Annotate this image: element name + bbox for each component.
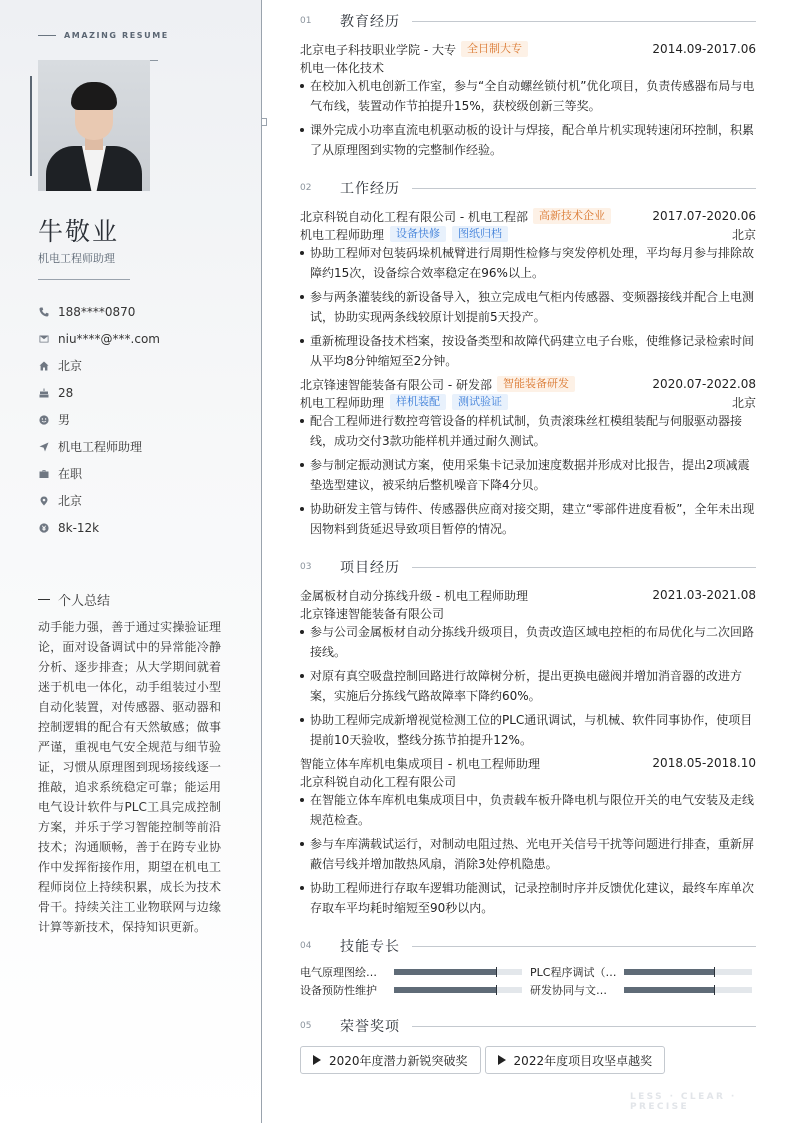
education-bullets [300, 76, 756, 160]
company-tag: 智能装备研发 [497, 376, 575, 392]
skill-item [300, 982, 530, 998]
section-header [300, 11, 756, 31]
list-item: 重新梳理设备技术档案，按设备类型和故障代码建立电子台账，使维修记录检索时间从平均8分钟缩短至2分钟。 [300, 331, 756, 371]
brand-text: AMAZING RESUME [64, 31, 169, 40]
major: 机电一体化技术 [300, 60, 385, 75]
info-text: 188****0870 [58, 304, 136, 319]
section-awards [300, 1016, 756, 1074]
section-rule [412, 188, 756, 189]
project-bullets [300, 790, 756, 918]
list-item: 协助工程师进行存取车逻辑功能测试，记录控制时序并反馈优化建议，最终车库单次存取车平均耗时缩短至90秒以内。 [300, 878, 756, 918]
info-text: 28 [58, 385, 74, 400]
role-tag: 样机装配 [390, 394, 446, 410]
skill-marker [714, 985, 715, 995]
info-gender [38, 406, 160, 433]
project-header [300, 586, 756, 604]
contact-info-list [38, 298, 160, 541]
company-tag: 高新技术企业 [533, 208, 611, 224]
skill-marker [714, 967, 715, 977]
summary-dash [38, 599, 50, 600]
summary-text: 动手能力强，善于通过实操验证理论，面对设备调试中的异常能冷静分析、逐步排查；从大学期间就着迷于机电一体化，动手组装过小型自动化装置，对传感器、驱动器和控制逻辑的配合有天然敏感；做事严谨，重视电气安全规范与细节验证，习惯从原理图到现场接线逐一推敲，追求系统稳定可靠；能运用电气设计软件与PLC工具完成控制方案，并乐于学习智能控制等前沿技术；沟通顺畅，善于在跨专业协作中发挥衔接作用，期望在机电工程师岗位上持续积累，成长为技术骨干。持续关注工业物联网与边缘计算等新技术，保持知识更新。 [38, 620, 221, 934]
school-name: 北京电子科技职业学院 - 大专 [300, 42, 456, 57]
skill-fill [624, 969, 714, 975]
section-number: 02 [300, 183, 312, 193]
job-date: 2017.07-2020.06 [652, 209, 756, 223]
section-projects [300, 557, 756, 922]
education-date: 2014.09-2017.06 [652, 42, 756, 56]
list-item: 对原有真空吸盘控制回路进行故障树分析，提出更换电磁阀并增加消音器的改进方案，实施后分拣线气路故障率下降约60%。 [300, 666, 756, 706]
list-item: 参与车库满载试运行，对制动电阻过热、光电开关信号干扰等问题进行排查，重新屏蔽信号线并增加散热风扇，消除3处停机隐患。 [300, 834, 756, 874]
skill-bar [624, 987, 752, 993]
project-name: 金属板材自动分拣线升级 - 机电工程师助理 [300, 588, 528, 603]
list-item: 协助工程师完成新增视觉检测工位的PLC通讯调试，与机械、软件同事协作，使项目提前10天验收，整线分拣节拍提升12%。 [300, 710, 756, 750]
project-company-row [300, 772, 756, 790]
section-rule [412, 946, 756, 947]
photo-accent-bar [30, 76, 32, 176]
skill-marker [496, 967, 497, 977]
info-text: 北京 [58, 359, 83, 373]
award-badge [300, 1046, 481, 1074]
job-role-row [300, 393, 756, 411]
smile-icon [38, 414, 50, 426]
list-item: 协助研发主管与铸件、传感器供应商对接交期，建立“零部件进度看板”，全年未出现因物料到货延迟导致项目暂停的情况。 [300, 499, 756, 539]
candidate-title: 机电工程师助理 [38, 252, 115, 265]
company-name: 北京科锐自动化工程有限公司 - 机电工程部 [300, 209, 528, 224]
summary-heading [38, 590, 110, 609]
education-row [300, 40, 756, 58]
skill-fill [394, 987, 496, 993]
location-icon [38, 495, 50, 507]
section-number: 01 [300, 16, 312, 26]
brand [38, 31, 169, 40]
section-education [300, 11, 756, 164]
project-name: 智能立体车库机电集成项目 - 机电工程师助理 [300, 756, 540, 771]
candidate-name: 牛敬业 [38, 217, 120, 246]
play-icon [313, 1055, 321, 1065]
avatar [38, 60, 150, 191]
section-header [300, 1016, 756, 1036]
list-item: 参与公司金属板材自动分拣线升级项目，负责改造区域电控柜的布局优化与二次回路接线。 [300, 622, 756, 662]
phone-icon [38, 306, 50, 318]
section-rule [412, 1026, 756, 1027]
send-icon [38, 441, 50, 453]
skill-label: 设备预防性维护 [300, 984, 377, 997]
job-date: 2020.07-2022.08 [652, 377, 756, 391]
skill-label: PLC程序调试（… [530, 966, 617, 979]
award-badge [485, 1046, 666, 1074]
skill-item [300, 964, 530, 980]
skill-bar [624, 969, 752, 975]
skill-fill [624, 987, 714, 993]
section-rule [412, 21, 756, 22]
list-item: 课外完成小功率直流电机驱动板的设计与焊接，配合单片机实现转速闭环控制，积累了从原理图到实物的完整制作经验。 [300, 120, 756, 160]
list-item: 配合工程师进行数控弯管设备的样机试制，负责滚珠丝杠模组装配与伺服驱动器接线，成功交付3款功能样机并通过耐久测试。 [300, 411, 756, 451]
project-company: 北京锋速智能装备有限公司 [300, 606, 445, 621]
skill-bar [394, 987, 522, 993]
section-header [300, 557, 756, 577]
section-title: 项目经历 [340, 560, 400, 576]
role-tag: 测试验证 [452, 394, 508, 410]
major-row [300, 58, 756, 76]
info-phone [38, 298, 160, 325]
info-target-role [38, 433, 160, 460]
section-title: 工作经历 [340, 181, 400, 197]
skills-grid [300, 964, 756, 998]
list-item: 参与制定振动测试方案，使用采集卡记录加速度数据并形成对比报告，提出2项减震垫选型建议，被采纳后整机噪音下降4分贝。 [300, 455, 756, 495]
list-item: 协助工程师对包装码垛机械臂进行周期性检修与突发停机处理，平均每月参与排除故障约15次，设备综合效率稳定在96%以上。 [300, 243, 756, 283]
cake-icon [38, 387, 50, 399]
role-tag: 图纸归档 [452, 226, 508, 242]
award-label: 2020年度潜力新锐突破奖 [329, 1053, 468, 1068]
info-age [38, 379, 160, 406]
job-bullets [300, 243, 756, 371]
job-bullets [300, 411, 756, 539]
info-city [38, 352, 160, 379]
skill-item [530, 982, 756, 998]
project-date: 2018.05-2018.10 [652, 756, 756, 770]
job-header [300, 375, 756, 393]
job-header [300, 207, 756, 225]
job-role-row [300, 225, 756, 243]
skill-label: 研发协同与文… [530, 984, 607, 997]
info-text: 北京 [58, 494, 83, 508]
awards-list [300, 1046, 756, 1074]
skill-marker [496, 985, 497, 995]
section-number: 05 [300, 1021, 312, 1031]
skill-bar [394, 969, 522, 975]
section-number: 03 [300, 562, 312, 572]
section-skills [300, 936, 756, 998]
education-tag: 全日制大专 [461, 41, 528, 57]
job-city: 北京 [731, 395, 756, 410]
section-title: 技能专长 [340, 939, 400, 955]
section-title: 教育经历 [340, 14, 400, 30]
company-name: 北京锋速智能装备有限公司 - 研发部 [300, 377, 492, 392]
sidebar-divider [38, 279, 130, 280]
section-work [300, 178, 756, 543]
skill-fill [394, 969, 496, 975]
info-text: niu****@***.com [58, 331, 160, 346]
list-item: 在智能立体车库机电集成项目中，负责载车板升降电机与限位开关的电气安装及走线规范检查。 [300, 790, 756, 830]
section-header [300, 178, 756, 198]
project-bullets [300, 622, 756, 750]
info-email [38, 325, 160, 352]
info-text: 机电工程师助理 [58, 440, 143, 454]
home-icon [38, 360, 50, 372]
info-text: 在职 [58, 467, 83, 481]
project-date: 2021.03-2021.08 [652, 588, 756, 602]
info-location [38, 487, 160, 514]
mail-icon [38, 333, 50, 345]
info-salary [38, 514, 160, 541]
role-tag: 设备快修 [390, 226, 446, 242]
summary-title: 个人总结 [58, 594, 111, 609]
list-item: 在校加入机电创新工作室，参与“全自动螺丝锁付机”优化项目，负责传感器布局与电气布线，装置动作节拍提升15%，获校级创新三等奖。 [300, 76, 756, 116]
brand-line [38, 35, 56, 36]
list-item: 参与两条灌装线的新设备导入，独立完成电气柜内传感器、变频器接线并配合上电测试，协助实现两条线较原计划提前5天投产。 [300, 287, 756, 327]
salary-icon [38, 522, 50, 534]
info-text: 男 [58, 413, 71, 427]
skill-item [530, 964, 756, 980]
section-rule [412, 567, 756, 568]
sidebar-edge-tick [261, 118, 267, 126]
info-text: 8k-12k [58, 520, 100, 535]
sidebar [0, 0, 262, 1123]
project-company-row [300, 604, 756, 622]
info-status [38, 460, 160, 487]
job-role: 机电工程师助理 [300, 227, 385, 242]
job-city: 北京 [731, 227, 756, 242]
job-role: 机电工程师助理 [300, 395, 385, 410]
project-company: 北京科锐自动化工程有限公司 [300, 774, 457, 789]
play-icon [498, 1055, 506, 1065]
footer-watermark: LESS · CLEAR · PRECISE [630, 1092, 737, 1112]
section-title: 荣誉奖项 [340, 1019, 400, 1035]
skill-label: 电气原理图绘… [300, 966, 377, 979]
project-header [300, 754, 756, 772]
section-number: 04 [300, 941, 312, 951]
award-label: 2022年度项目攻坚卓越奖 [513, 1053, 653, 1068]
section-header [300, 936, 756, 956]
briefcase-icon [38, 468, 50, 480]
